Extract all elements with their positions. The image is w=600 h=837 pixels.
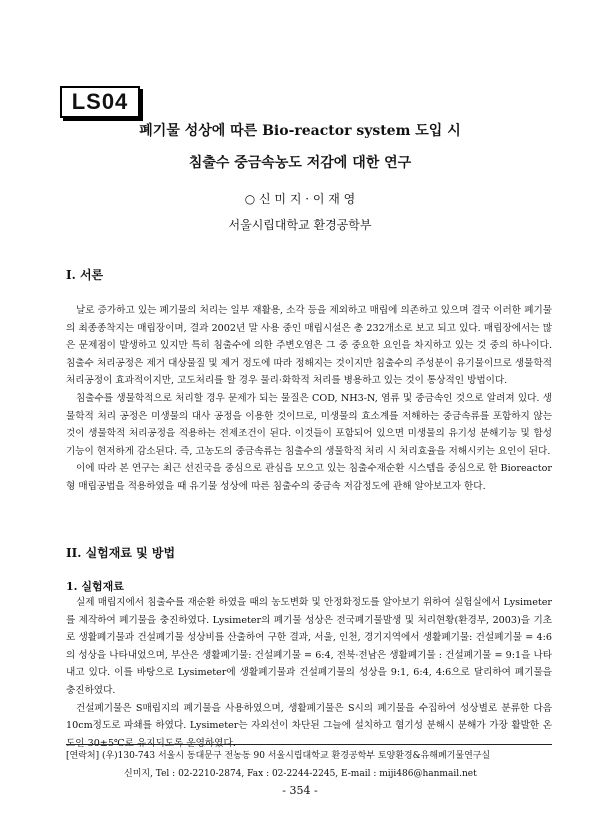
paper-title-line1: 폐기물 성상에 따른 Bio-reactor system 도입 시 (139, 123, 461, 139)
method-body (66, 594, 552, 752)
contact-divider (66, 744, 552, 745)
intro-paragraph: 날로 증가하고 있는 폐기물의 처리는 일부 재활용, 소각 등을 제외하고 매립에 의존하고 있으며 결국 이러한 폐기물의 최종종착지는 매립장이며, 결과 2002년 말 사용 중인 매립시설은 총 232개소로 보고 되고 있다. 매립장에서는 많은 문제점이 발생하고 있지만 특히 침출수에 의한 주변오염은 그 중 중요한 요인을 차지하고 있는 것 중의 하나이다. 침출수 처리공정은 제거 대상물질 및 제거 정도에 따라 정해지는 것이지만 침출수의 주성분이 유기물이므로 생물학적 처리공정이 효과적이지만, 고도처리를 할 경우 물리·화학적 처리를 병용하고 있는 것이 통상적인 방법이다. (66, 305, 552, 387)
paper-title-line2: 침출수 중금속농도 저감에 대한 연구 (188, 155, 412, 171)
intro-paragraph: 이에 따라 본 연구는 최근 선진국을 중심으로 관심을 모으고 있는 침출수재순환 시스템을 중심으로 한 Bioreactor형 매립공법을 적용하였을 때 유기물 성상에 따른 침출수의 중금속 저감정도에 관해 알아보고자 한다. (66, 463, 552, 492)
method-paragraph: 건설폐기물은 S매립지의 폐기물을 사용하였으며, 생활폐기물은 S시의 폐기물을 수집하여 성상별로 분류한 다음 10cm정도로 파쇄를 하였다. Lysimeter는 자외선이 차단된 그늘에 설치하고 혐기성 분해시 분해가 가장 활발한 온도인 30±5℃로 유지되도록 운영하였다. (66, 702, 552, 749)
contact-details: 신미지, Tel : 02-2210-2874, Fax : 02-2244-2245, E-mail : miji486@hanmail.net (124, 769, 477, 779)
method-paragraph: 실제 매립지에서 침출수를 재순환 하였을 때의 농도변화 및 안정화정도를 알아보기 위하여 실험실에서 Lysimeter를 제작하여 폐기물을 충진하였다. Lysimeter의 폐기물 성상은 전국폐기물발생 및 처리현황(환경부, 2003)을 기초로 생활폐기물과 건설폐기물 성상비를 산출하여 구한 결과, 서울, 인천, 경기지역에서 생활폐기물: 건설폐기물 = 4:6의 성상을 나타내었으며, 부산은 생활폐기물: 건설폐기물 = 6:4, 전북·전남은 생활폐기물 : 건설폐기물 = 9:1을 나타내고 있다. 이를 바탕으로 Lysimeter에 생활폐기물과 건설폐기물의 성상을 9:1, 6:4, 4:6으로 달리하여 폐기물을 충진하였다. (66, 597, 552, 696)
page-number: - 354 - (282, 784, 318, 797)
intro-body (66, 302, 552, 496)
subsection-heading: 1. 실험재료 (66, 580, 124, 593)
section2-heading: II. 실험재료 및 방법 (66, 546, 176, 560)
affiliation: 서울시립대학교 환경공학부 (228, 218, 372, 232)
contact-address: [연락처] (우)130-743 서울시 동대문구 전농동 90 서울시립대학교 환경공학부 토양환경&유해폐기물연구실 (66, 751, 491, 761)
paper-label-box: LS04 (60, 86, 140, 118)
authors: ○ 신 미 지 · 이 재 영 (244, 192, 356, 206)
intro-paragraph: 침출수를 생물학적으로 처리할 경우 문제가 되는 물질은 COD, NH3-N, 염류 및 중금속인 것으로 알려져 있다. 생물학적 처리 공정은 미생물의 대사 공정을 이용한 것이므로, 미생물의 효소계를 저해하는 중금속류를 포함하지 않는 것이 생물학적 처리공정을 적용하는 전제조건이 된다. 이것들이 포함되어 있으면 미생물의 유기성 분해기능 및 합성기능이 현저하게 감소된다. 즉, 고농도의 중금속류는 침출수의 생물학적 처리 시 처리효율을 저해시키는 요인이 된다. (66, 392, 552, 457)
section1-heading: I. 서론 (66, 268, 104, 282)
